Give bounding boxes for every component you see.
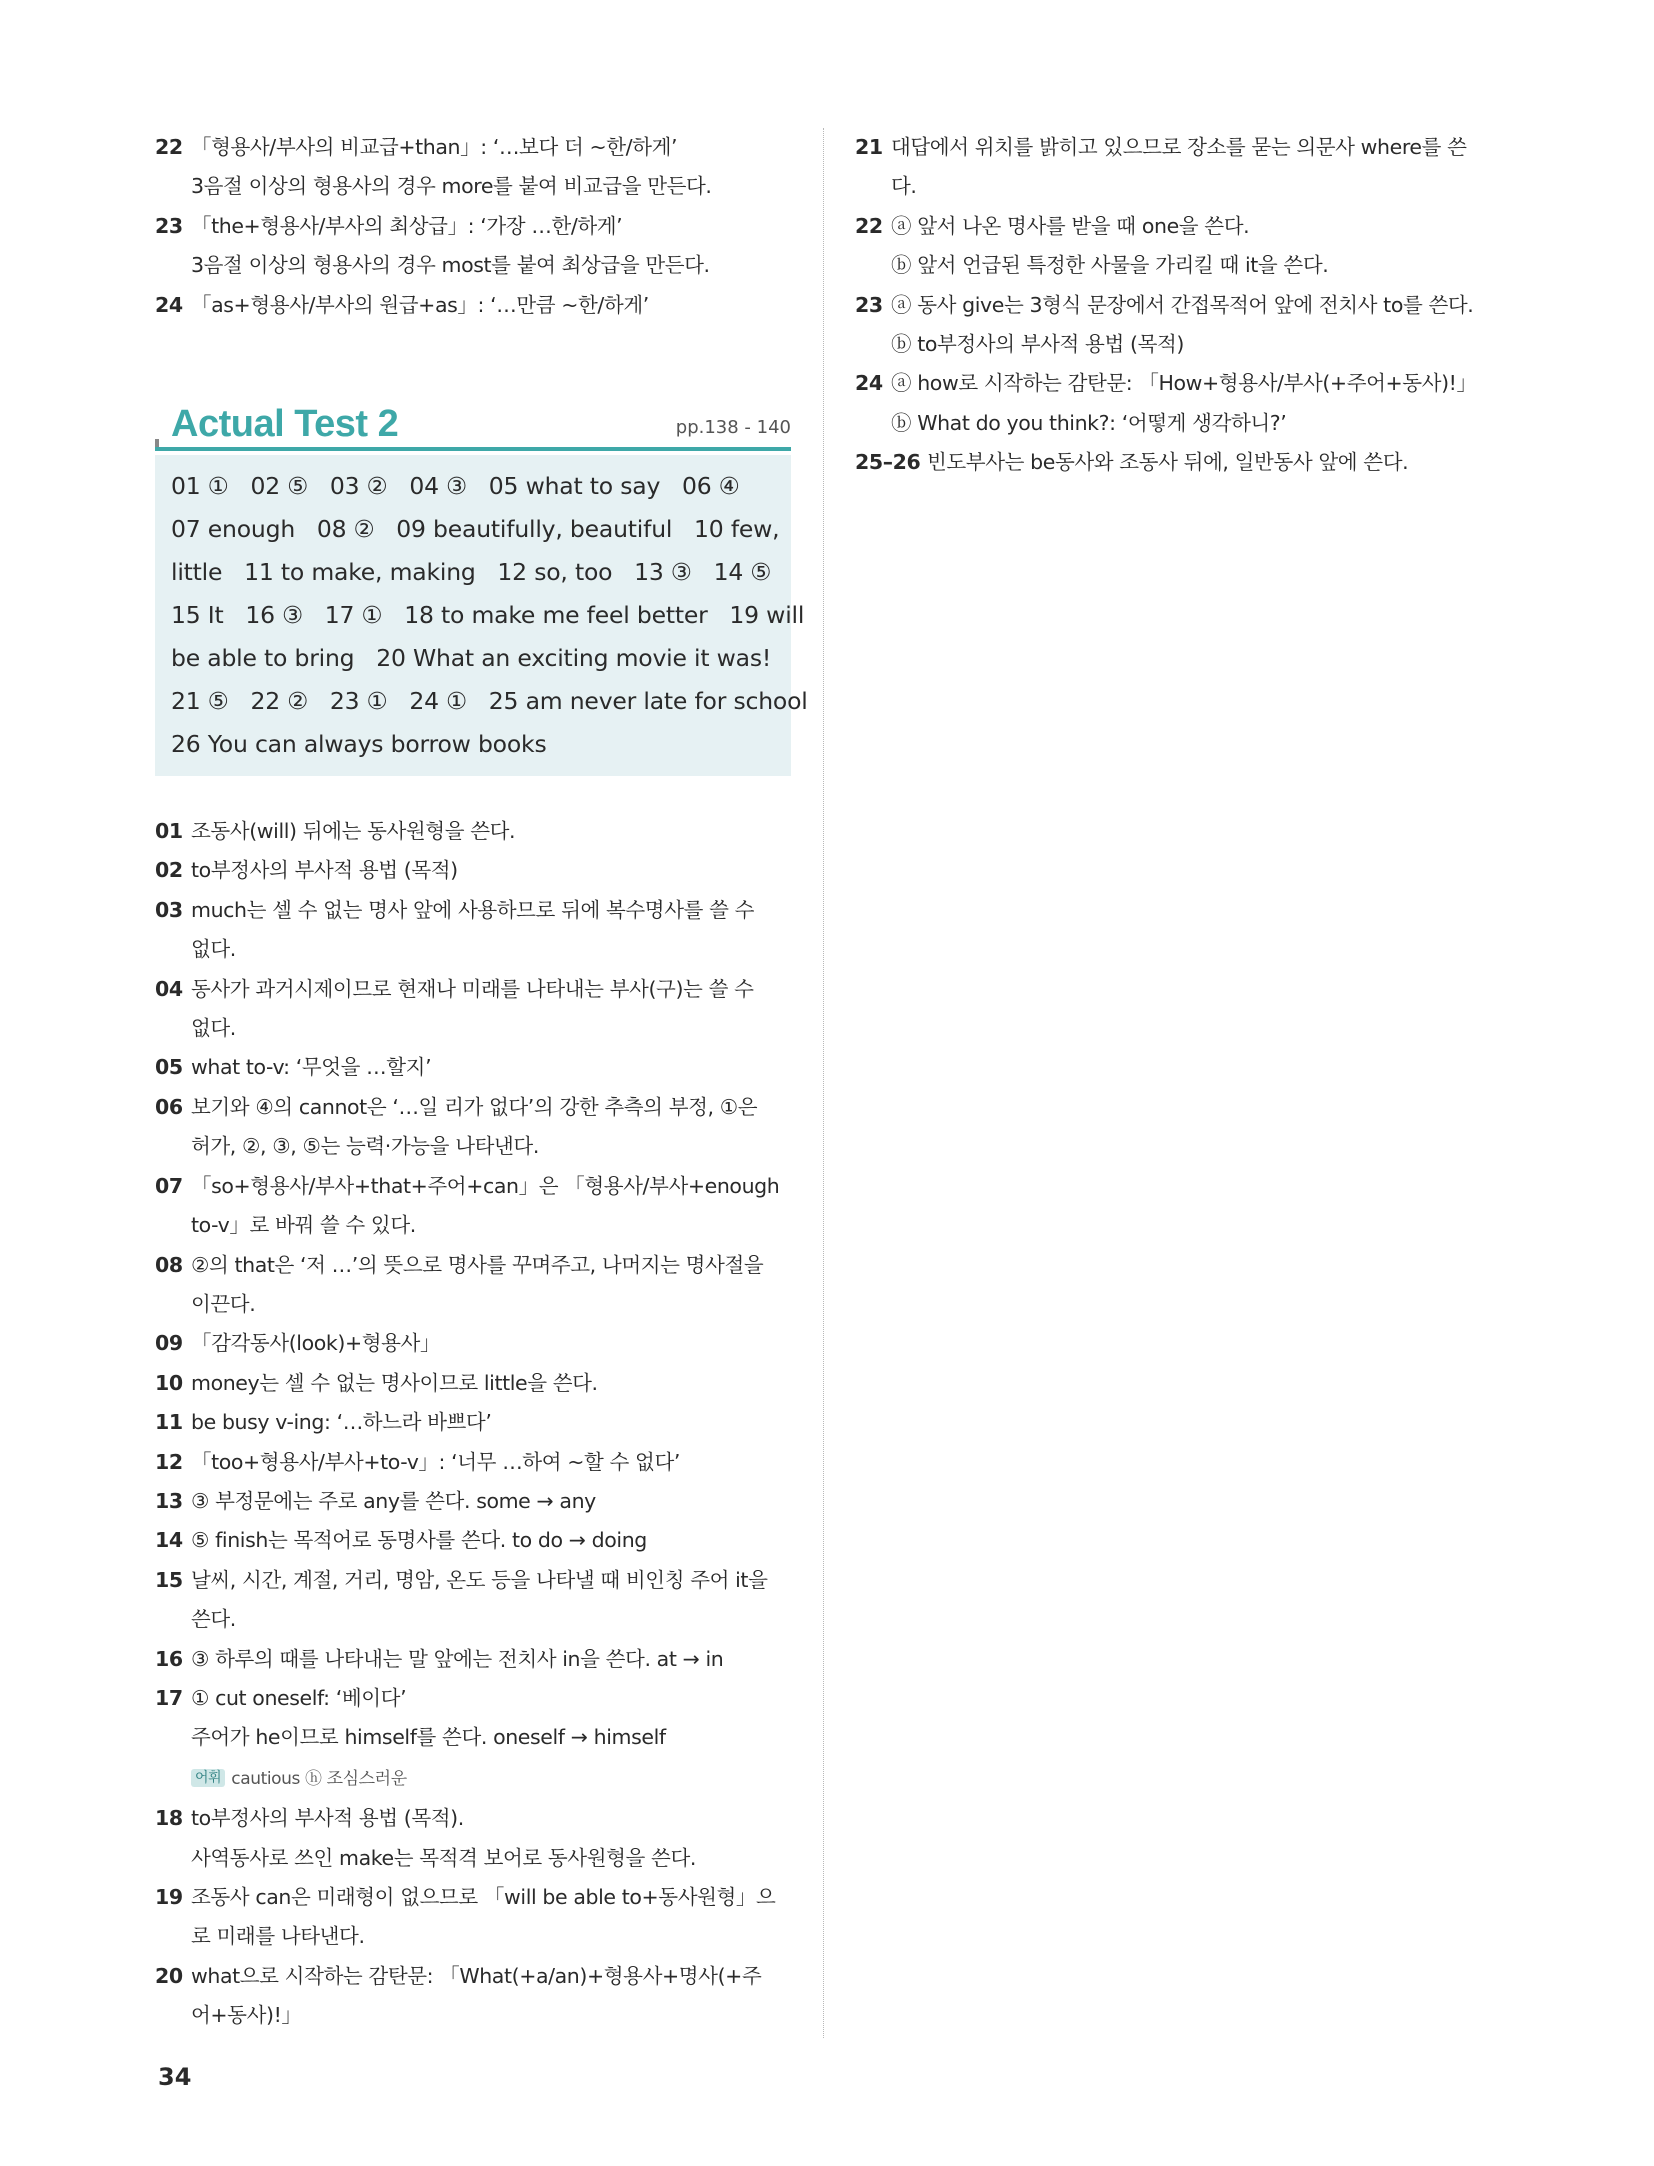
entry-number: 06: [155, 1094, 183, 1119]
entry-25–26: [855, 443, 1491, 482]
entry-line: ⓐ 동사 give는 3형식 문장에서 간접목적어 앞에 전치사 to를 쓴다.: [891, 292, 1474, 317]
entry-line: ⓐ how로 시작하는 감탄문: 「How+형용사/부사(+주어+동사)!」: [891, 371, 1477, 396]
entry-line: 날씨, 시간, 계절, 거리, 명암, 온도 등을 나타낼 때 비인칭 주어 it을: [191, 1567, 768, 1592]
entry-09: [155, 1324, 791, 1363]
entry-number: 01: [155, 819, 183, 844]
entry-12: [155, 1443, 791, 1482]
entry-line: ③ 하루의 때를 나타내는 말 앞에는 전치사 in을 쓴다. at → in: [191, 1646, 724, 1671]
entry-02: [155, 851, 791, 890]
entry-23: [855, 286, 1491, 365]
section-header: [155, 403, 791, 447]
entry-04: [155, 970, 791, 1049]
entry-number: 24: [855, 371, 883, 396]
vocab-tag: 어휘: [191, 1769, 225, 1787]
section-title: Actual Test 2: [171, 403, 399, 446]
entry-19: [155, 1878, 791, 1957]
vocab-note: [191, 1758, 791, 1799]
entry-line: 조동사(will) 뒤에는 동사원형을 쓴다.: [191, 819, 516, 844]
entry-line: 「too+형용사/부사+to-v」: ‘너무 …하여 ~할 수 없다’: [191, 1449, 680, 1474]
entry-line: 3음절 이상의 형용사의 경우 most를 붙여 최상급을 만든다.: [191, 253, 710, 278]
entry-line: 사역동사로 쓰인 make는 목적격 보어로 동사원형을 쓴다.: [191, 1845, 696, 1870]
section-pages: pp.138 - 140: [675, 417, 791, 439]
section-rule: [155, 447, 791, 451]
entry-line: ⓑ What do you think?: ‘어떻게 생각하니?’: [891, 410, 1287, 435]
entry-line: 「as+형용사/부사의 원급+as」: ‘…만큼 ~한/하게’: [191, 292, 649, 317]
entry-number: 11: [155, 1410, 183, 1435]
entry-16: [155, 1640, 791, 1679]
entry-number: 08: [155, 1252, 183, 1277]
entry-number: 13: [155, 1488, 183, 1513]
entry-08: [155, 1246, 791, 1325]
entry-line: ⓑ to부정사의 부사적 용법 (목적): [891, 332, 1184, 357]
entry-number: 12: [155, 1449, 183, 1474]
entry-number: 18: [155, 1806, 183, 1831]
explanation-list: [155, 812, 791, 2036]
entry-21: [855, 128, 1491, 207]
entry-line: 「the+형용사/부사의 최상급」: ‘가장 …한/하게’: [191, 213, 623, 238]
left-column: [155, 128, 808, 2036]
entry-line: to부정사의 부사적 용법 (목적).: [191, 1806, 464, 1831]
entry-07: [155, 1167, 791, 1246]
entry-number: 23: [855, 292, 883, 317]
page-number: 34: [158, 2063, 192, 2091]
entry-number: 10: [155, 1370, 183, 1395]
entry-14: [155, 1521, 791, 1560]
entry-24: [155, 286, 791, 325]
entry-line: 대답에서 위치를 밝히고 있으므로 장소를 묻는 의문사 where를 쓴: [891, 135, 1467, 159]
entry-line: what to-v: ‘무엇을 …할지’: [191, 1055, 432, 1080]
entry-line: 빈도부사는 be동사와 조동사 뒤에, 일반동사 앞에 쓴다.: [927, 450, 1409, 475]
entry-13: [155, 1482, 791, 1521]
entry-line: ⑤ finish는 목적어로 동명사를 쓴다. to do → doing: [191, 1528, 647, 1553]
entry-line: 로 미래를 나타낸다.: [191, 1924, 365, 1949]
entry-24: [855, 364, 1491, 443]
column-divider: [823, 128, 824, 2038]
entry-line: much는 셀 수 없는 명사 앞에 사용하므로 뒤에 복수명사를 쓸 수: [191, 897, 755, 922]
answer-line: 01 ① 02 ⑤ 03 ② 04 ③ 05 what to say 06 ④: [171, 472, 740, 501]
entry-22: [855, 207, 1491, 286]
entry-01: [155, 812, 791, 851]
entry-number: 24: [155, 292, 183, 317]
entry-line: to-v」로 바꿔 쓸 수 있다.: [191, 1213, 416, 1238]
entry-line: be busy v-ing: ‘…하느라 바쁘다’: [191, 1410, 492, 1435]
entry-line: ②의 that은 ‘저 …’의 뜻으로 명사를 꾸며주고, 나머지는 명사절을: [191, 1252, 764, 1277]
entry-line: ⓑ 앞서 언급된 특정한 사물을 가리킬 때 it을 쓴다.: [891, 253, 1329, 278]
entry-line: ⓐ 앞서 나온 명사를 받을 때 one을 쓴다.: [891, 213, 1250, 238]
entry-line: ① cut oneself: ‘베이다’: [191, 1685, 407, 1710]
entry-line: 허가, ②, ③, ⑤는 능력·가능을 나타낸다.: [191, 1134, 539, 1159]
entry-number: 07: [155, 1173, 183, 1198]
entry-line: 3음절 이상의 형용사의 경우 more를 붙여 비교급을 만든다.: [191, 174, 712, 199]
entry-line: 없다.: [191, 937, 236, 962]
entry-23: [155, 207, 791, 286]
answer-key-box: [155, 455, 808, 776]
answer-line: 21 ⑤ 22 ② 23 ① 24 ① 25 am never late for school: [171, 687, 808, 716]
entry-17: [155, 1679, 791, 1799]
entry-22: [155, 128, 791, 207]
entry-number: 15: [155, 1567, 183, 1592]
entry-line: 없다.: [191, 1016, 236, 1041]
entry-number: 22: [855, 213, 883, 238]
entry-number: 25–26: [855, 450, 921, 475]
entry-line: 「형용사/부사의 비교급+than」: ‘…보다 더 ~한/하게’: [191, 135, 678, 159]
entry-15: [155, 1561, 791, 1640]
entry-number: 23: [155, 213, 183, 238]
entry-line: to부정사의 부사적 용법 (목적): [191, 858, 458, 883]
entry-18: [155, 1799, 791, 1878]
entry-number: 20: [155, 1963, 183, 1988]
entry-number: 05: [155, 1055, 183, 1080]
answer-line: be able to bring 20 What an exciting movie it was!: [171, 644, 772, 673]
vocab-text: cautious ⓗ 조심스러운: [231, 1768, 407, 1789]
entry-number: 17: [155, 1685, 183, 1710]
entry-line: 「so+형용사/부사+that+주어+can」은 「형용사/부사+enough: [191, 1173, 780, 1198]
answer-line: 07 enough 08 ② 09 beautifully, beautiful 10 few,: [171, 515, 780, 544]
right-column: [855, 128, 1491, 483]
entry-line: 주어가 he이므로 himself를 쓴다. oneself → himself: [191, 1725, 666, 1750]
entry-line: money는 셀 수 없는 명사이므로 little을 쓴다.: [191, 1370, 598, 1395]
entry-number: 19: [155, 1885, 183, 1909]
entry-line: 조동사 can은 미래형이 없으므로 「will be able to+동사원형」으: [191, 1885, 776, 1909]
left-top-entries: [155, 128, 791, 325]
entry-number: 03: [155, 897, 183, 922]
entry-line: ③ 부정문에는 주로 any를 쓴다. some → any: [191, 1488, 596, 1513]
entry-line: 「감각동사(look)+형용사」: [191, 1331, 441, 1356]
entry-number: 16: [155, 1646, 183, 1671]
entry-number: 21: [855, 135, 883, 159]
entry-05: [155, 1048, 791, 1087]
entry-number: 09: [155, 1331, 183, 1356]
entry-20: [155, 1957, 791, 2036]
entry-line: 어+동사)!」: [191, 2003, 302, 2028]
entry-06: [155, 1088, 791, 1167]
entry-line: what으로 시작하는 감탄문: 「What(+a/an)+형용사+명사(+주: [191, 1963, 762, 1988]
entry-line: 이끈다.: [191, 1291, 256, 1316]
entry-10: [155, 1364, 791, 1403]
entry-11: [155, 1403, 791, 1442]
entry-number: 22: [155, 135, 183, 159]
answer-line: little 11 to make, making 12 so, too 13 ③ 14 ⑤: [171, 558, 772, 587]
entry-line: 보기와 ④의 cannot은 ‘…일 리가 없다’의 강한 추측의 부정, ①은: [191, 1094, 758, 1119]
answer-line: 15 It 16 ③ 17 ① 18 to make me feel better 19 will: [171, 601, 805, 630]
entry-number: 02: [155, 858, 183, 883]
entry-line: 다.: [891, 174, 917, 199]
entry-line: 동사가 과거시제이므로 현재나 미래를 나타내는 부사(구)는 쓸 수: [191, 976, 754, 1001]
entry-03: [155, 891, 791, 970]
entry-line: 쓴다.: [191, 1607, 236, 1632]
entry-number: 04: [155, 976, 183, 1001]
entry-number: 14: [155, 1528, 183, 1553]
answer-line: 26 You can always borrow books: [171, 730, 547, 759]
